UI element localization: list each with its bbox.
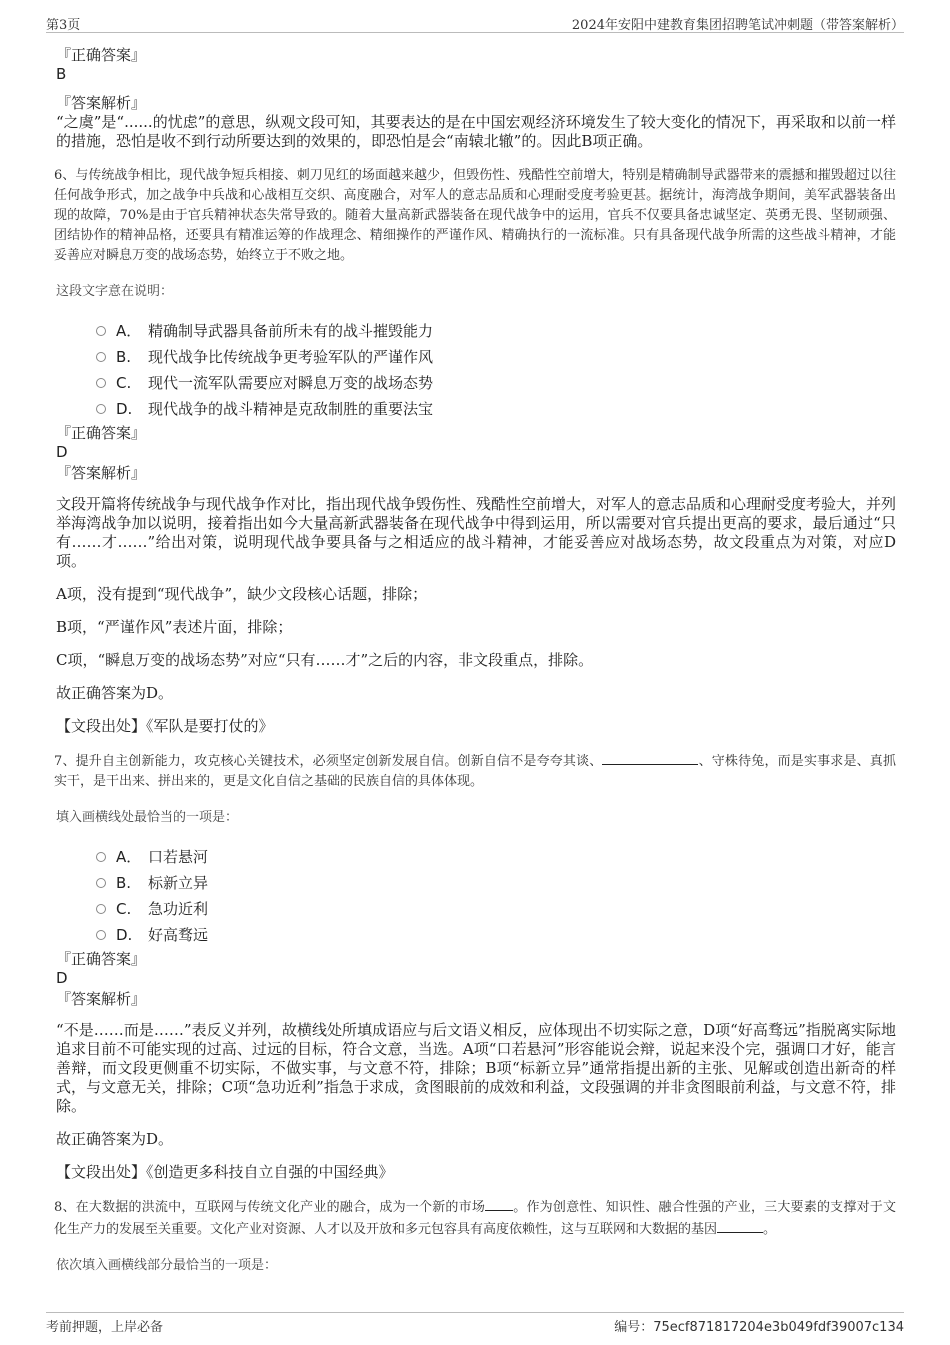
option-c[interactable]: C. 现代一流军队需要应对瞬息万变的战场态势 [96, 370, 896, 396]
analysis-text: 故正确答案为D。 [56, 1130, 174, 1148]
radio-button[interactable] [96, 352, 106, 362]
analysis-label: 『答案解析』 [56, 990, 147, 1008]
option-text: 精确制导武器具备前所未有的战斗摧毁能力 [148, 322, 434, 340]
option-a[interactable]: A． 口若悬河 [96, 844, 896, 870]
analysis-text: A项，没有提到“现代战争”，缺少文段核心话题，排除； [56, 585, 428, 603]
page-header [46, 12, 904, 33]
question-6 [56, 166, 896, 736]
radio-button[interactable] [96, 930, 106, 940]
source-text: 【文段出处】《军队是要打仗的》 [56, 717, 274, 735]
options-list [96, 844, 896, 948]
analysis-text: B项，“严谨作风”表述片面，排除； [56, 618, 293, 636]
radio-button[interactable] [96, 904, 106, 914]
option-text: 急功近利 [148, 900, 209, 918]
option-d[interactable]: D. 现代战争的战斗精神是克敌制胜的重要法宝 [96, 396, 896, 422]
analysis-label: 『答案解析』 [56, 464, 147, 482]
question-prompt: 填入画横线处最恰当的一项是： [56, 810, 239, 825]
fill-blank [485, 1196, 513, 1211]
option-c[interactable]: C. 急功近利 [96, 896, 896, 922]
option-text: 标新立异 [148, 874, 209, 892]
analysis-text: 文段开篇将传统战争与现代战争作对比，指出现代战争毁伤性、残酷性空前增大，对军人的意志品质和心理耐受度考验大，并列举海湾战争加以说明，接着指出如今大量高新武器装备在现代战争中得到运用，所以需要对官兵提出更高的要求，最后通过“只有……才……”给出对策，说明现代战争要具备与之相适应的战斗精神，才能妥善应对战场态势，故文段重点为对策，对应D项。 [56, 495, 897, 570]
q5-answer-block [56, 46, 896, 151]
radio-button[interactable] [96, 378, 106, 388]
option-text: 现代战争比传统战争更考验军队的严谨作风 [148, 348, 434, 366]
radio-button[interactable] [96, 326, 106, 336]
answer-value: D [56, 443, 68, 461]
source-text: 【文段出处】《创造更多科技自立自强的中国经典》 [56, 1163, 394, 1181]
analysis-label: 『答案解析』 [56, 94, 147, 112]
fill-blank [602, 750, 698, 765]
answer-label: 『正确答案』 [56, 46, 147, 64]
option-text: 现代一流军队需要应对瞬息万变的战场态势 [148, 374, 434, 392]
question-stem: 6、与传统战争相比，现代战争短兵相接、刺刀见红的场面越来越少，但毁伤性、残酷性空前增大，特别是精确制导武器带来的震撼和摧毁超过以往任何战争形式，加之战争中兵战和心战相互交织、高度融合，对军人的意志品质和心理耐受度考验更甚。据统计，海湾战争期间，美军武器装备出现的故障，70%是由于官兵精神状态失常导致的。随着大量高新武器装备在现代战争中的运用，官兵不仅要具备忠诚坚定、英勇无畏、坚韧顽强、团结协作的精神品格，还要具有精准运筹的作战理念、精细操作的严谨作风、精确执行的一流标准。只有具备现代战争所需的这些战斗精神，才能妥善应对瞬息万变的战场态势，始终立于不败之地。 [54, 168, 896, 263]
option-a[interactable]: A． 精确制导武器具备前所未有的战斗摧毁能力 [96, 318, 896, 344]
question-prompt: 这段文字意在说明： [56, 284, 174, 299]
option-text: 好高骛远 [148, 926, 209, 944]
option-text: 现代战争的战斗精神是克敌制胜的重要法宝 [148, 400, 434, 418]
question-stem: 7、提升自主创新能力，攻克核心关键技术，必须坚定创新发展自信。创新自信不是夸夸其谈、 、守株待兔，而是实事求是、真抓实干，是干出来、拼出来的，更是文化自信之基础的民族自信的具体体现。 [54, 750, 896, 792]
page-number: 第3页 [46, 18, 81, 33]
page-footer [46, 1312, 904, 1335]
analysis-text: C项，“瞬息万变的战场态势”对应“只有……才”之后的内容，非文段重点，排除。 [56, 651, 594, 669]
option-d[interactable]: D. 好高骛远 [96, 922, 896, 948]
answer-value: B [56, 65, 67, 83]
radio-button[interactable] [96, 404, 106, 414]
document-body [56, 46, 896, 1276]
question-7 [56, 750, 896, 1182]
question-prompt: 依次填入画横线部分最恰当的一项是： [56, 1258, 278, 1273]
analysis-text: 故正确答案为D。 [56, 684, 174, 702]
question-8 [56, 1196, 896, 1276]
document-code: 编号：75ecf871817204e3b049fdf39007c134 [614, 1320, 904, 1335]
question-stem: 8、在大数据的洪流中，互联网与传统文化产业的融合，成为一个新的市场 。作为创意性、知识性、融合性强的产业，三大要素的支撑对于文化生产力的发展至关重要。文化产业对资源、人才以及开放和多元包容具有高度依赖性，这与互联网和大数据的基因 。 [54, 1196, 896, 1240]
footer-slogan: 考前押题，上岸必备 [46, 1320, 164, 1335]
answer-label: 『正确答案』 [56, 950, 147, 968]
analysis-text: “之虞”是“......的忧虑”的意思，纵观文段可知，其要表达的是在中国宏观经济环境发生了较大变化的情况下，再采取和以前一样的措施，恐怕是收不到行动所要达到的效果的，即恐怕是会“南辕北辙”的。因此B项正确。 [56, 113, 896, 150]
analysis-text: “不是……而是……”表反义并列，故横线处所填成语应与后文语义相反，应体现出不切实际之意，D项“好高骛远”指脱离实际地追求目前不可能实现的过高、过远的目标，符合文意，当选。A项“口若悬河”形容能说会辩，说起来没个完，强调口才好，能言善辩，而文段更侧重不切实际，不做实事，与文意不符，排除；B项“标新立异”通常指提出新的主张、见解或创造出新奇的样式，与文意无关，排除；C项“急功近利”指急于求成，贪图眼前的成效和利益，文段强调的并非贪图眼前利益，与文意不符，排除。 [56, 1021, 896, 1115]
fill-blank [717, 1218, 763, 1233]
option-b[interactable]: B. 现代战争比传统战争更考验军队的严谨作风 [96, 344, 896, 370]
answer-value: D [56, 969, 68, 987]
answer-label: 『正确答案』 [56, 424, 147, 442]
document-title: 2024年安阳中建教育集团招聘笔试冲刺题（带答案解析） [571, 18, 904, 33]
option-text: 口若悬河 [148, 848, 209, 866]
options-list [96, 318, 896, 422]
radio-button[interactable] [96, 878, 106, 888]
option-b[interactable]: B. 标新立异 [96, 870, 896, 896]
radio-button[interactable] [96, 852, 106, 862]
